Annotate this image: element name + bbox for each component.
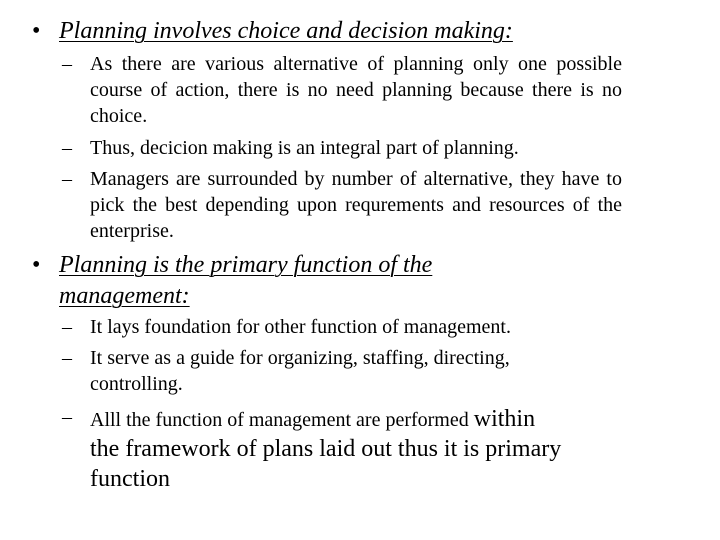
subitem-text: It serve as a guide for organizing, staffing, directing, controlling. [90,347,510,395]
bullet-marker: • [32,18,41,44]
bullet-2-subitem-2 [62,345,602,397]
bullet-1-subitem-1 [62,51,622,129]
dash-marker: – [62,406,72,428]
subitem-text-small: Alll the function of management are performed [90,409,469,431]
bullet-1-subitem-2 [62,135,622,161]
bullet-marker: • [32,252,41,278]
dash-marker: – [62,137,72,159]
dash-marker: – [62,53,72,75]
bullet-1-subitem-3 [62,166,622,244]
dash-marker: – [62,316,72,338]
subitem-text-large: the framework of plans laid out thus it is primary function [90,436,562,492]
subitem-text: Managers are surrounded by number of alternative, they have to pick the best depending upon requrements and resources of the enterprise. [90,168,622,242]
subitem-text: Thus, decicion making is an integral part of planning. [90,137,519,159]
dash-marker: – [62,347,72,369]
subitem-text: It lays foundation for other function of management. [90,316,511,338]
bullet-2-subitem-1 [62,314,622,340]
bullet-1-heading: Planning involves choice and decision making: [59,18,513,44]
subitem-text-large-inline: within [473,406,536,432]
bullet-2-heading-line-2: management: [59,283,190,309]
subitem-text [90,404,632,494]
bullet-2-subitem-3 [62,404,632,494]
subitem-text: As there are various alternative of planning only one possible course of action, there is no need planning because there is no choice. [90,53,622,127]
dash-marker: – [62,168,72,190]
bullet-2-heading-line-1: Planning is the primary function of the [59,252,433,278]
